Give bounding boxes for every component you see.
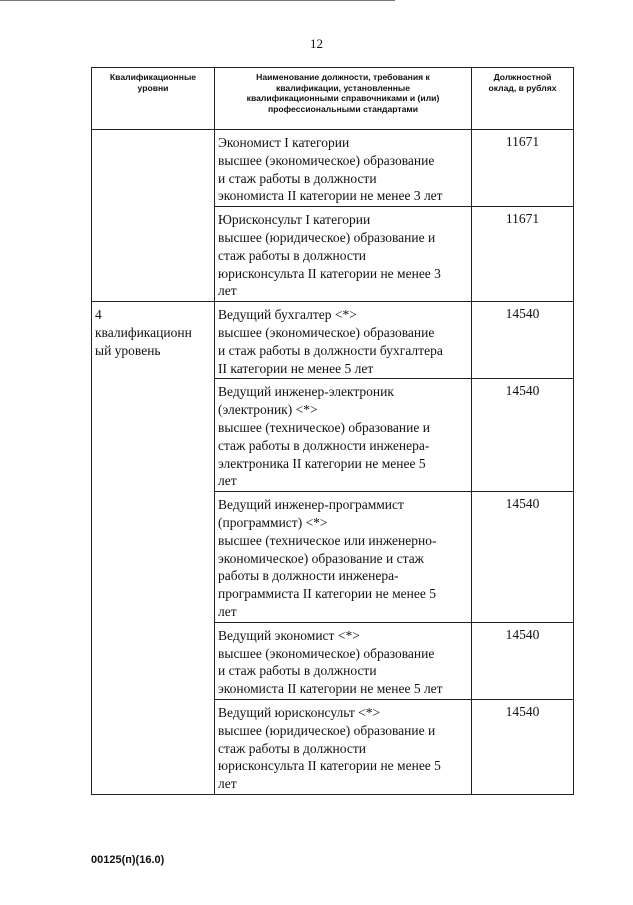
position-cell: Ведущий бухгалтер <*> высшее (экономическое) образование и стаж работы в должности бухгалтера II категории не менее 5 лет xyxy=(215,302,472,379)
document-code: 00125(п)(16.0) xyxy=(91,854,165,866)
level-cell: 4 квалификационн ый уровень xyxy=(92,302,215,795)
page-number: 12 xyxy=(310,36,323,51)
position-cell: Ведущий экономист <*> высшее (экономическое) образование и стаж работы в должности экономиста II категории не менее 5 лет xyxy=(215,622,472,699)
salary-cell: 14540 xyxy=(472,622,574,699)
salary-cell: 14540 xyxy=(472,379,574,492)
salary-table xyxy=(91,67,574,795)
salary-cell: 14540 xyxy=(472,699,574,794)
header-level: Квалификационные уровни xyxy=(92,68,215,130)
header-position: Наименование должности, требования к квалификации, установленные квалификационными справочниками и (или) профессиональными стандартами xyxy=(215,68,472,130)
position-cell: Ведущий инженер-электроник (электроник) <*> высшее (техническое) образование и стаж работы в должности инженера- электроника II категории не менее 5 лет xyxy=(215,379,472,492)
salary-cell: 11671 xyxy=(472,207,574,302)
salary-cell: 14540 xyxy=(472,492,574,623)
salary-cell: 14540 xyxy=(472,302,574,379)
table-header-row xyxy=(92,68,574,130)
level-cell-empty xyxy=(92,130,215,302)
salary-cell: 11671 xyxy=(472,130,574,207)
top-rule xyxy=(0,0,395,1)
table-row xyxy=(92,130,574,207)
position-cell: Ведущий юрисконсульт <*> высшее (юридическое) образование и стаж работы в должности юрисконсульта II категории не менее 5 лет xyxy=(215,699,472,794)
position-cell: Юрисконсульт I категории высшее (юридическое) образование и стаж работы в должности юрисконсульта II категории не менее 3 лет xyxy=(215,207,472,302)
header-salary: Должностной оклад, в рублях xyxy=(472,68,574,130)
table-row xyxy=(92,302,574,379)
position-cell: Экономист I категории высшее (экономическое) образование и стаж работы в должности экономиста II категории не менее 3 лет xyxy=(215,130,472,207)
position-cell: Ведущий инженер-программист (программист) <*> высшее (техническое или инженерно- экономическое) образование и стаж работы в должности инженера- программиста II категории не менее 5 лет xyxy=(215,492,472,623)
